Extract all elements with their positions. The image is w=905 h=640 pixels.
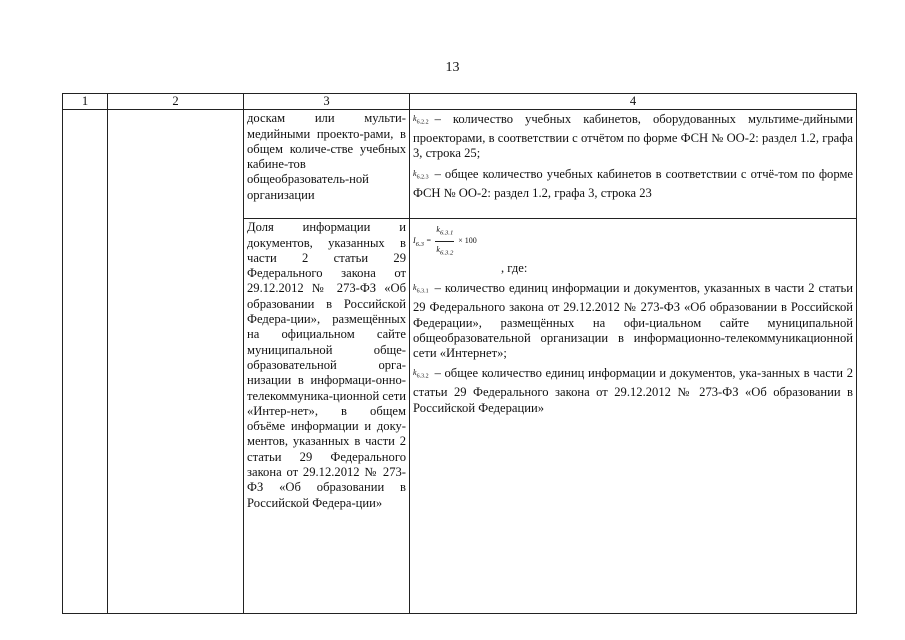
indicator-formula-description <box>410 110 857 219</box>
variable-symbol: $k_{6.2.3}$ <box>413 168 429 181</box>
indicator-table <box>62 93 857 614</box>
indicator-name: Доля информации и документов, указанных в части 2 статьи 29 Федерального закона от 29.12.2012 № 273-ФЗ «Об образовании в Российской Федера-ции», размещённых на официальном сайте муниципальной обще-образовательной орга-низации в информаци-онно-телекоммуника-ционной сети «Интер-нет», в общем объёме информации и доку-ментов, указанных в части 2 статьи 29 Федерального закона от 29.12.2012 № 273-ФЗ «Об образовании в Российской Федера-ции» <box>244 219 410 614</box>
variable-definition: $k_{6.2.3}$ – общее количество учебных кабинетов в соответствии с отчё-том по форме ФСН № ОО-2: раздел 1.2, графа 3, строка 23 <box>413 166 853 200</box>
indicator-name: доскам или мульти-медийными проекто-рами, в общем количе-стве учебных кабине-тов общеобразователь-ной организации <box>244 110 410 219</box>
formula: $I_{6.3}$ = $\frac{k_{6.3.1}}{k_{6.3.2}}$ × 100 <box>413 222 477 261</box>
indicator-formula-description <box>410 219 857 614</box>
cell-col1 <box>63 110 108 614</box>
cell-col2 <box>108 110 244 614</box>
variable-symbol: $k_{6.2.2}$ <box>413 114 429 126</box>
variable-symbol: $k_{6.3.1}$ <box>413 283 429 295</box>
variable-definition: $k_{6.2.2}$ – количество учебных кабинетов, оборудованных мультиме-дийными проекторами, в соответствии с отчётом по форме ФСН № ОО-2: раздел 1.2, графа 3, строка 25; <box>413 112 853 161</box>
variable-symbol: $k_{6.3.2}$ <box>413 368 429 381</box>
header-cell: 1 <box>63 94 108 110</box>
page-number: 13 <box>445 60 460 75</box>
header-cell: 2 <box>108 94 244 110</box>
variable-definition: $k_{6.3.1}$ – количество единиц информации и документов, указанных в части 2 статьи 29 Федерального закона от 29.12.2012 № 273-ФЗ «Об образовании в Российской Федерации», размещённых на офи-циальном сайте муниципальной общеобразовательной организации в информационно-телекоммуникационной сети «Интернет»; <box>413 281 853 361</box>
table-header-row <box>63 94 857 110</box>
formula-suffix: , где: <box>501 261 528 276</box>
variable-definition: $k_{6.3.2}$ – общее количество единиц информации и документов, ука-занных в части 2 статьи 29 Федерального закона от 29.12.2012 № 273-ФЗ «Об образовании в Российской Федерации» <box>413 366 853 415</box>
header-cell: 4 <box>410 94 857 110</box>
header-cell: 3 <box>244 94 410 110</box>
table-row <box>63 110 857 219</box>
